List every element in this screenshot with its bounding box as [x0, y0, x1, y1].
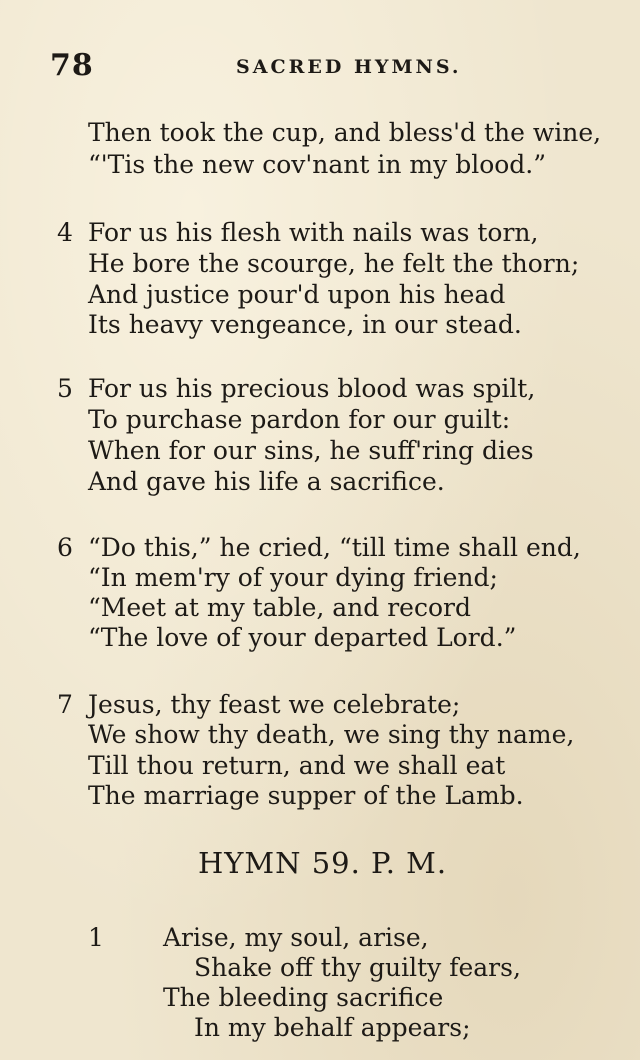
verse-line: When for our sins, he suff'ring dies [88, 436, 534, 465]
running-head: SACRED HYMNS. [236, 56, 462, 78]
verse-line: “'Tis the new cov'nant in my blood.” [88, 150, 547, 179]
page-header [50, 48, 630, 88]
verse-number: 1 [88, 923, 104, 952]
verse-line: The marriage supper of the Lamb. [88, 781, 524, 810]
page-number: 78 [50, 48, 94, 83]
verse-line: He bore the scourge, he felt the thorn; [88, 249, 580, 278]
verse-line: “In mem'ry of your dying friend; [88, 563, 498, 592]
verse-line: Till thou return, and we shall eat [88, 751, 506, 780]
verse-number: 4 [57, 218, 73, 247]
verse-line: And gave his life a sacrifice. [88, 467, 445, 496]
verse-line: We show thy death, we sing thy name, [88, 720, 575, 749]
verse-line: “Meet at my table, and record [88, 593, 471, 622]
verse-line: For us his precious blood was spilt, [88, 374, 536, 403]
verse-line: Jesus, thy feast we celebrate; [88, 690, 461, 719]
verse-line: For us his flesh with nails was torn, [88, 218, 539, 247]
verse-line: Then took the cup, and bless'd the wine, [88, 118, 602, 147]
verse-line: Its heavy vengeance, in our stead. [88, 310, 522, 339]
verse-line: Arise, my soul, arise, [163, 923, 429, 952]
verse-number: 5 [57, 374, 73, 403]
verse-line: “The love of your departed Lord.” [88, 623, 517, 652]
verse-line: Shake off thy guilty fears, [194, 953, 521, 982]
hymn-title: HYMN 59. P. M. [198, 846, 448, 880]
verse-line: To purchase pardon for our guilt: [88, 405, 511, 434]
verse-line: In my behalf appears; [194, 1013, 471, 1042]
verse-line: “Do this,” he cried, “till time shall end, [88, 533, 581, 562]
verse-line: The bleeding sacrifice [163, 983, 444, 1012]
verse-number: 7 [57, 690, 73, 719]
verse-line: And justice pour'd upon his head [88, 280, 506, 309]
verse-number: 6 [57, 533, 73, 562]
